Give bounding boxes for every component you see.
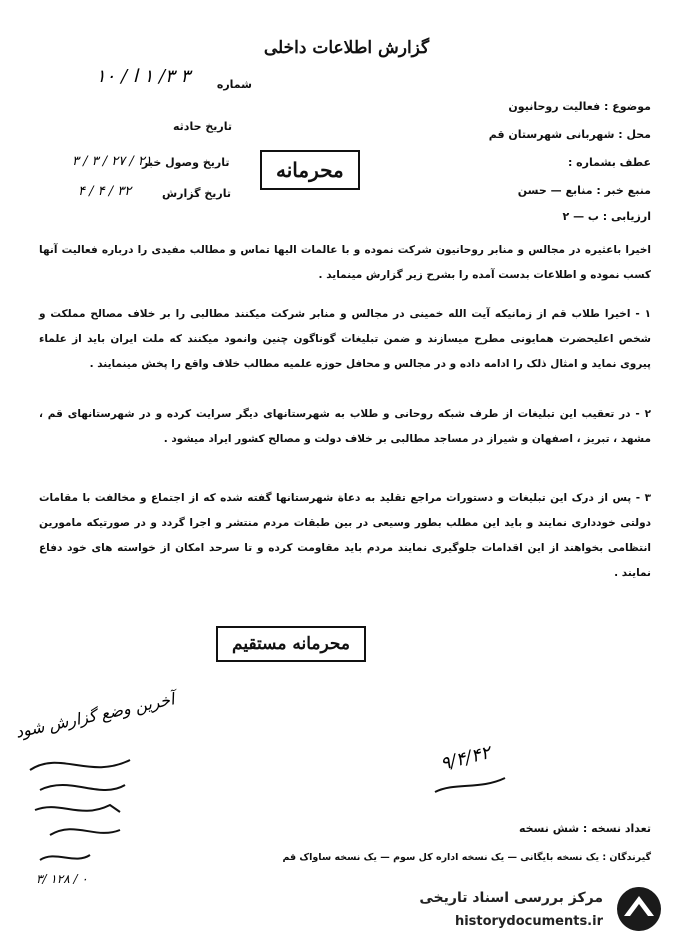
header-source: منبع خبر : منابع — حسن (517, 184, 651, 197)
handwritten-note: آخرین وضع گزارش شود (13, 689, 177, 742)
header-place: محل : شهربانی شهرستان قم (488, 128, 651, 141)
confidential-stamp-top: محرمانه (260, 150, 360, 190)
handwritten-date: ۹/۴/۴۲ (438, 742, 493, 775)
header-subject: موضوع : فعالیت روحانیون (508, 100, 651, 113)
footer-left-code: ۳/ ۱۲۸ / ۰ (36, 872, 88, 886)
archive-logo-icon (612, 884, 666, 934)
paragraph-3: ۳ - پس از درک این تبلیغات و دستورات مراجع تقلید به دعاة شهرستانها گفته شده که از اجتماع و مخالفت با مقامات دولتی خودداری نمایند و باید این مطلب بطور وسیعی در بین طبقات مردم منتشر و اجرا گردد و در صورتیکه مامورین انتظامی بخواهند از این اقدامات جلوگیری نمایند مردم باید مقاومت کرده و تا سرحد امکان از خواسته های خود دفاع نمایند . (39, 492, 651, 579)
footer-recipients: گیرندگان : یک نسخه بایگانی — یک نسخه اداره کل سوم — یک نسخه ساواک قم (282, 852, 651, 863)
header-number-label: شماره (216, 78, 252, 91)
footer-copies: تعداد نسخه : شش نسخه (518, 822, 651, 835)
handwritten-signatures (20, 740, 140, 880)
paragraph-intro: اخیرا باعثیره در مجالس و منابر روحانیون شرکت نموده و با عالمات الیها تماس و مطالب مفیدی را درباره فعالیت آنها کسب نموده و اطلاعات بدست آمده را بشرح زیر گزارش مینماید . (39, 244, 651, 281)
document-title: گزارش اطلاعات داخلی (263, 38, 430, 58)
watermark-text-fa: مرکز بررسی اسناد تاریخی (419, 890, 603, 906)
header-report-date-value: ۴ / ۴ / ۳۲ (78, 184, 132, 199)
header-number-value: ۳ ۳/ ۱ ا / ۱۰ (96, 66, 191, 87)
header-attachment: عطف بشماره : (567, 156, 651, 169)
header-receipt-date-value: ۳ / ۳ / ۲۷ / ۲۱ (72, 154, 152, 169)
handwritten-date-underline (430, 770, 510, 800)
header-event-date: تاریخ حادثه (173, 120, 232, 133)
watermark-text-en[interactable]: historydocuments.ir (454, 914, 603, 929)
header-report-date-label: تاریخ گزارش (162, 187, 232, 200)
header-grade: ارزیابی : ب — ۲ (562, 210, 651, 223)
header-receipt-date-label: تاریخ وصول خبر (142, 156, 230, 169)
confidential-stamp-bottom: محرمانه مستقیم (216, 626, 366, 662)
paragraph-1: ۱ - اخیرا طلاب قم از زمانیکه آیت الله خمینی در مجالس و منابر شرکت میکنند مطالبی را بر خلاف مصالح مملکت و شخص اعلیحضرت همایونی مطرح میسازند و ضمن تبلیغات گوناگون چنین وانمود میکنند که ملت ایران باید از علماء پیروی نماید و امثال ذلک را ادامه داده و در مجالس و محافل حوزه علمیه مطالب خلاف واقع را پخش مینمایند . (39, 308, 651, 370)
paragraph-2: ۲ - در تعقیب این تبلیغات از طرف شبکه روحانی و طلاب به شهرستانهای دیگر سرایت کرده و در شهرستانهای قم ، مشهد ، تبریز ، اصفهان و شیراز در مساجد مطالبی بر خلاف دولت و مصالح کشور ایراد میشود . (39, 408, 651, 445)
